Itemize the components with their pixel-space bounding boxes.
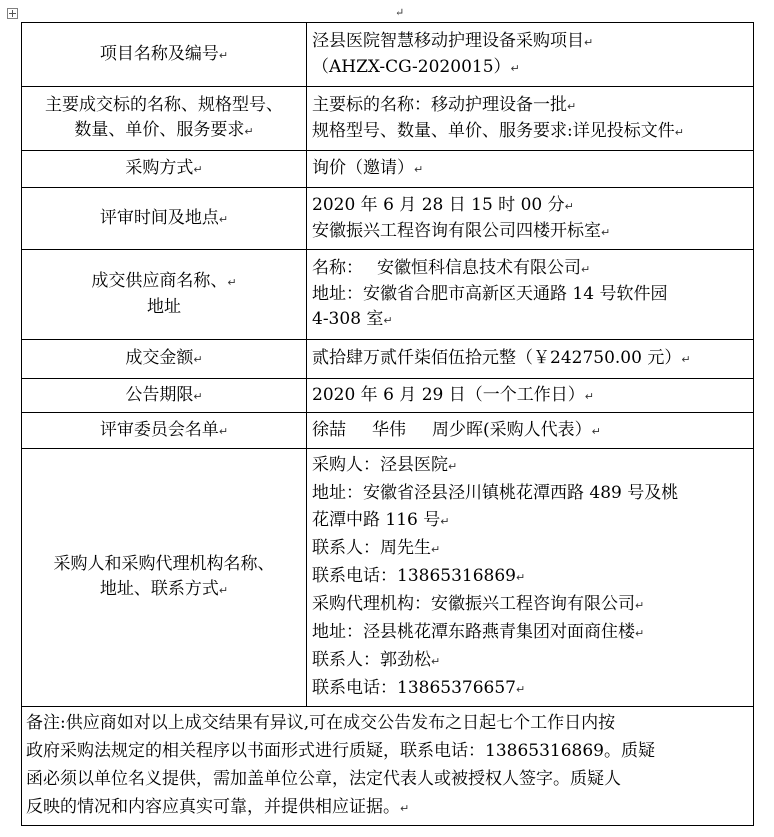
method-value: 询价（邀请）↵ bbox=[307, 151, 754, 188]
review-label: 评审时间及地点↵ bbox=[22, 188, 307, 250]
contacts-value: 采购人：泾县医院↵ 地址：安徽省泾县泾川镇桃花潭西路 489 号及桃 花潭中路 116 号↵ 联系人：周先生↵ 联系电话：13865316869↵ 采购代理机构：安徽振兴工程咨询有限公司↵ 地址：泾县桃花潭东路燕青集团对面商住楼↵ 联系人：郭劲松↵ 联系电话：13865376657↵ bbox=[307, 449, 754, 707]
announcement-table bbox=[21, 22, 754, 826]
table-row bbox=[22, 151, 754, 188]
method-label: 采购方式↵ bbox=[22, 151, 307, 188]
supplier-value: 名称： 安徽恒科信息技术有限公司↵ 地址：安徽省合肥市高新区天通路 14 号软件园 4-308 室↵ bbox=[307, 250, 754, 340]
table-row bbox=[22, 449, 754, 707]
subject-label: 主要成交标的名称、规格型号、 数量、单价、服务要求↵ bbox=[22, 87, 307, 151]
review-value: 2020 年 6 月 28 日 15 时 00 分↵ 安徽振兴工程咨询有限公司四楼开标室↵ bbox=[307, 188, 754, 250]
table-row bbox=[22, 379, 754, 413]
project-label: 项目名称及编号↵ bbox=[22, 23, 307, 87]
table-row bbox=[22, 250, 754, 340]
table-row bbox=[22, 340, 754, 379]
amount-value: 贰拾肆万贰仟柒佰伍拾元整（￥242750.00 元）↵ bbox=[307, 340, 754, 379]
table-row bbox=[22, 188, 754, 250]
table-move-handle-icon[interactable] bbox=[7, 8, 18, 19]
paragraph-mark-icon: ↵ bbox=[395, 6, 405, 19]
period-value: 2020 年 6 月 29 日（一个工作日）↵ bbox=[307, 379, 754, 413]
supplier-label: 成交供应商名称、↵ 地址 bbox=[22, 250, 307, 340]
note-cell: 备注:供应商如对以上成交结果有异议,可在成交公告发布之日起七个工作日内按 政府采购法规定的相关程序以书面形式进行质疑，联系电话：13865316869。质疑 函必须以单位名义提供，需加盖单位公章，法定代表人或被授权人签字。质疑人 反映的情况和内容应真实可靠，并提供相应证据。↵ bbox=[22, 707, 754, 826]
amount-label: 成交金额↵ bbox=[22, 340, 307, 379]
subject-value: 主要标的名称：移动护理设备一批↵ 规格型号、数量、单价、服务要求:详见投标文件↵ bbox=[307, 87, 754, 151]
committee-value: 徐喆 华伟 周少晖(采购人代表）↵ bbox=[307, 413, 754, 449]
project-value: 泾县医院智慧移动护理设备采购项目↵ （AHZX-CG-2020015）↵ bbox=[307, 23, 754, 87]
contacts-label: 采购人和采购代理机构名称、 地址、联系方式↵ bbox=[22, 449, 307, 707]
committee-label: 评审委员会名单↵ bbox=[22, 413, 307, 449]
table-row bbox=[22, 707, 754, 826]
table-row bbox=[22, 413, 754, 449]
period-label: 公告期限↵ bbox=[22, 379, 307, 413]
table-row bbox=[22, 87, 754, 151]
table-row bbox=[22, 23, 754, 87]
